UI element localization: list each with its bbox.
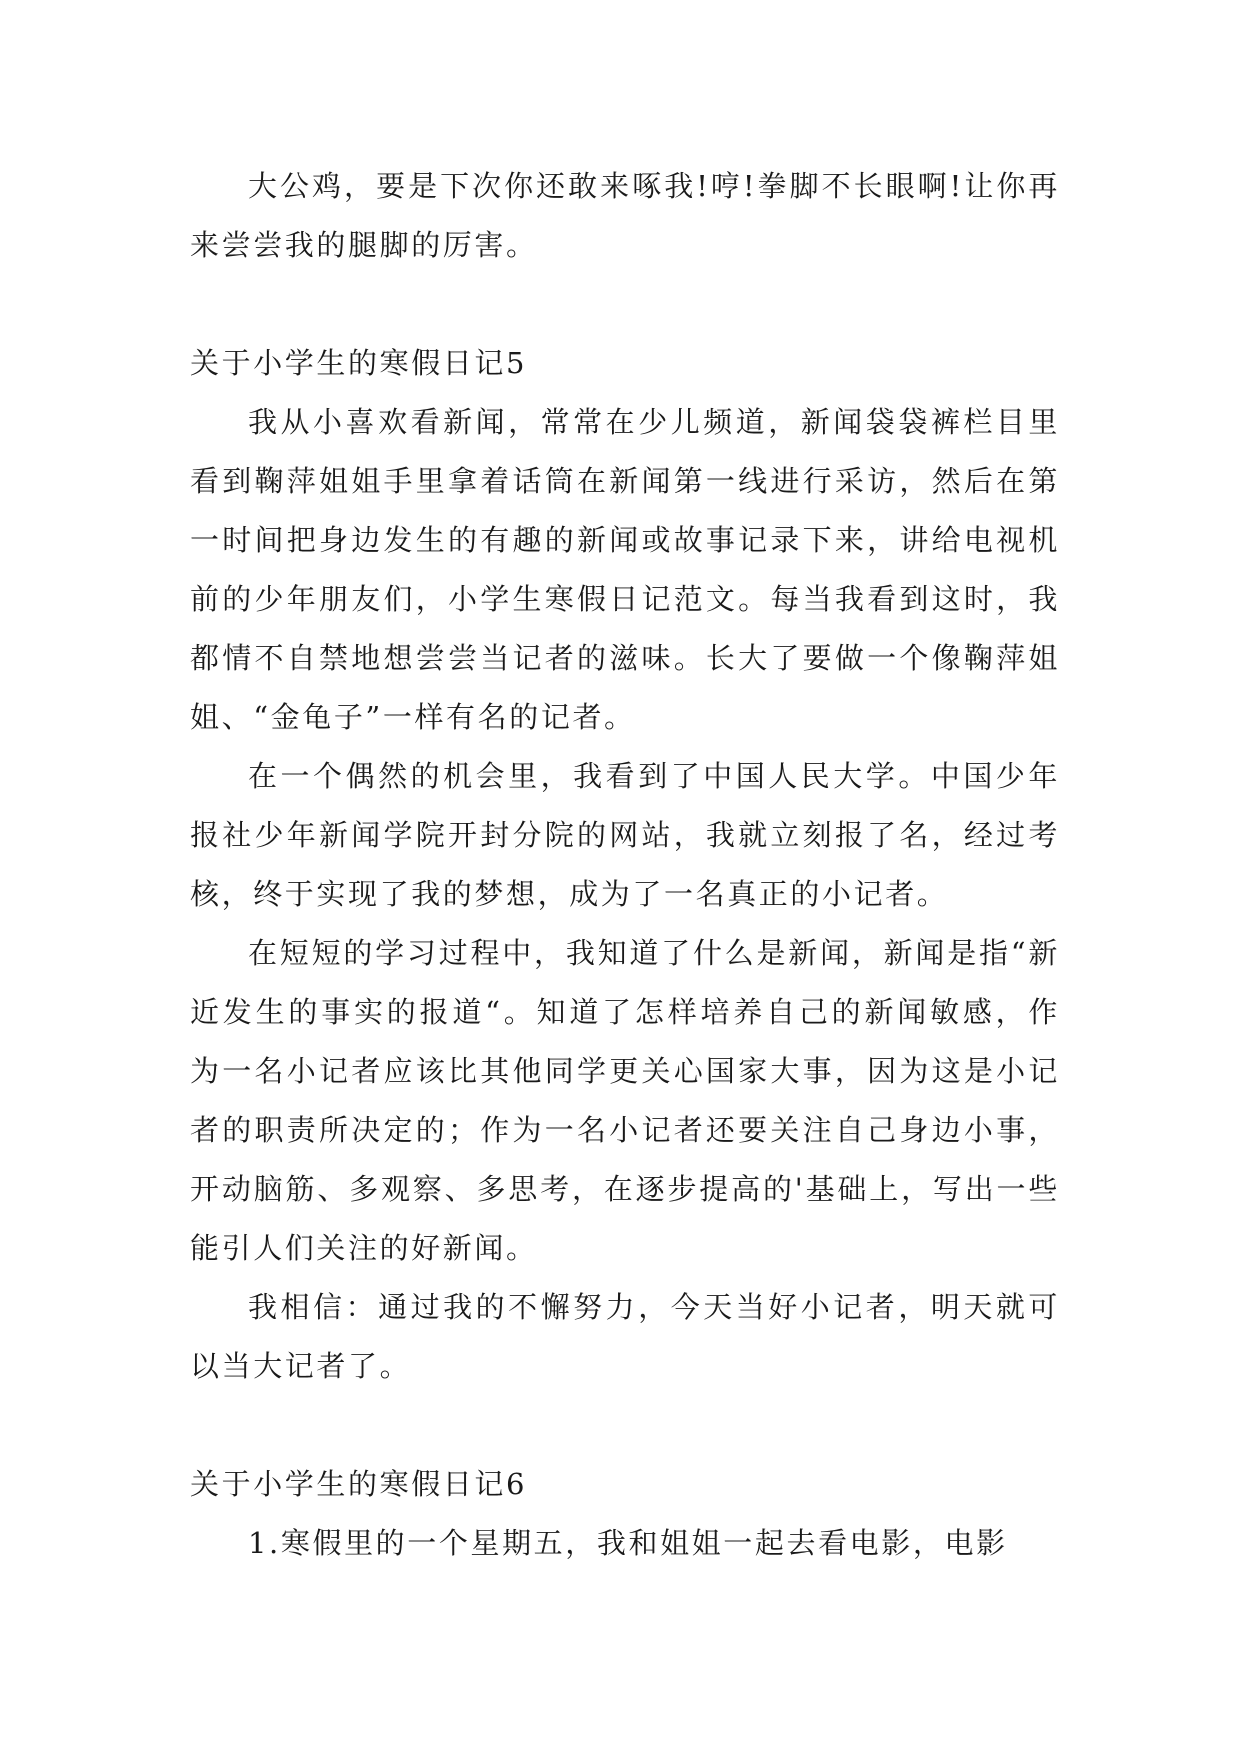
paragraph-movie: 1.寒假里的一个星期五，我和姐姐一起去看电影，电影: [248, 1526, 1008, 1560]
paragraph-gap: [190, 275, 1060, 334]
paragraph-belief: 我相信：通过我的不懈努力，今天当好小记者，明天就可以当大记者了。: [190, 1290, 1060, 1383]
paragraph-reporter-school: 在一个偶然的机会里，我看到了中国人民大学。中国少年报社少年新闻学院开封分院的网站，我就立刻报了名，经过考核，终于实现了我的梦想，成为了一名真正的小记者。: [190, 759, 1060, 911]
section-heading-5: 关于小学生的寒假日记5: [190, 346, 528, 380]
document-body: [190, 157, 1060, 1573]
paragraph-rooster: 大公鸡，要是下次你还敢来啄我!哼!拳脚不长眼啊!让你再来尝尝我的腿脚的厉害。: [190, 169, 1060, 262]
paragraph-learning: 在短短的学习过程中，我知道了什么是新闻，新闻是指“新近发生的事实的报道“。知道了怎样培养自己的新闻敏感，作为一名小记者应该比其他同学更关心国家大事，因为这是小记者的职责所决定的；作为一名小记者还要关注自己身边小事，开动脑筋、多观察、多思考，在逐步提高的'基础上，写出一些能引人们关注的好新闻。: [190, 936, 1060, 1265]
section-heading-6: 关于小学生的寒假日记6: [190, 1467, 528, 1501]
paragraph-news-interest: 我从小喜欢看新闻，常常在少儿频道，新闻袋袋裤栏目里看到鞠萍姐姐手里拿着话筒在新闻第一线进行采访，然后在第一时间把身边发生的有趣的新闻或故事记录下来，讲给电视机前的少年朋友们，小学生寒假日记范文。每当我看到这时，我都情不自禁地想尝尝当记者的滋味。长大了要做一个像鞠萍姐姐、“金龟子”一样有名的记者。: [190, 405, 1060, 734]
paragraph-gap: [190, 1396, 1060, 1455]
